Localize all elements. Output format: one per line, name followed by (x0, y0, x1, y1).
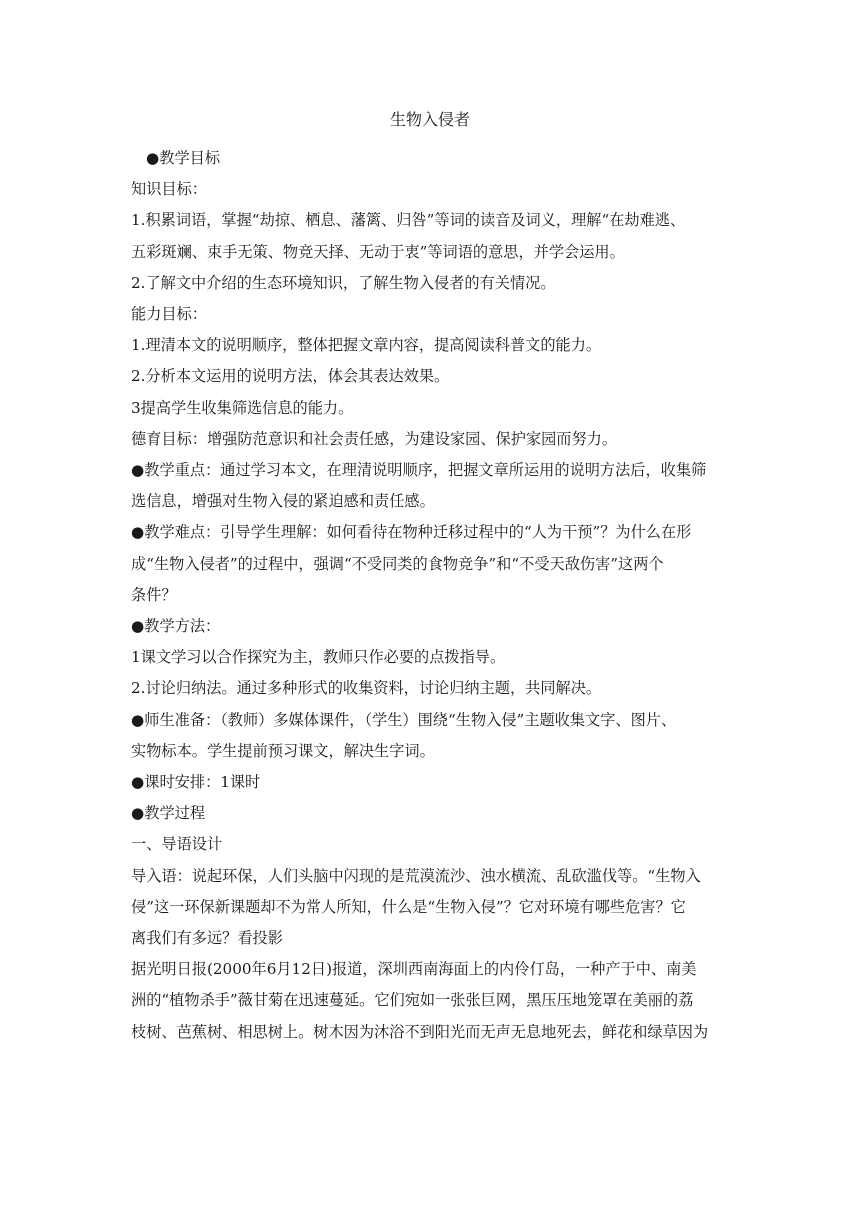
text-line: 离我们有多远？看投影 (131, 929, 283, 948)
text-line: 据光明日报(2000年6月12日)报道，深圳西南海面上的内伶仃岛，一种产于中、南美 (131, 960, 697, 979)
text-line: ●师生准备：（教师）多媒体课件，（学生）围绕“生物入侵”主题收集文字、图片、 (131, 710, 677, 729)
text-line: 洲的“植物杀手”薇甘菊在迅速蔓延。它们宛如一张张巨网，黑压压地笼罩在美丽的荔 (131, 991, 694, 1010)
text-line: 2.了解文中介绍的生态环境知识，了解生物入侵者的有关情况。 (131, 273, 556, 292)
text-line: 1.理清本文的说明顺序，整体把握文章内容，提高阅读科普文的能力。 (131, 336, 602, 355)
text-line: 能力目标： (131, 305, 207, 324)
text-line: 导入语：说起环保，人们头脑中闪现的是荒漠流沙、浊水横流、乱砍滥伐等。“生物入 (131, 866, 701, 885)
section-heading-teaching-goals: ●教学目标 (146, 149, 221, 167)
document-body (131, 143, 731, 1048)
text-line: 侵”这一环保新课题却不为常人所知，什么是“生物入侵”？它对环境有哪些危害？它 (131, 897, 686, 916)
text-line: 1课文学习以合作探究为主，教师只作必要的点拨指导。 (131, 648, 506, 667)
text-line: 3提高学生收集筛选信息的能力。 (131, 398, 354, 417)
text-line: ●教学过程 (131, 804, 206, 823)
text-line: ●课时安排：1课时 (131, 773, 261, 792)
text-line: 成“生物入侵者”的过程中，强调“不受同类的食物竞争”和“不受天敌伤害”这两个 (131, 554, 664, 573)
text-line: 五彩斑斓、束手无策、物竞天择、无动于衷”等词语的意思，并学会运用。 (131, 242, 625, 261)
document-title: 生物入侵者 (389, 110, 470, 129)
text-line: 枝树、芭蕉树、相思树上。树木因为沐浴不到阳光而无声无息地死去，鲜花和绿草因为 (131, 1022, 709, 1041)
text-line: 选信息，增强对生物入侵的紧迫感和责任感。 (131, 492, 435, 511)
text-line: 一、导语设计 (131, 835, 223, 854)
text-line: 1.积累词语，掌握“劫掠、栖息、藩篱、归咎”等词的读音及词义，理解“在劫难逃、 (131, 211, 686, 230)
text-line: 知识目标： (131, 180, 207, 199)
text-line: ●教学重点：通过学习本文，在理清说明顺序，把握文章所运用的说明方法后，收集筛 (131, 461, 707, 480)
text-line: ●教学难点：引导学生理解：如何看待在物种迁移过程中的“人为干预”？为什么在形 (131, 523, 692, 542)
text-line: 2.讨论归纳法。通过多种形式的收集资料，讨论归纳主题，共同解决。 (131, 679, 602, 698)
text-line: 德育目标：增强防范意识和社会责任感，为建设家园、保护家园而努力。 (131, 429, 617, 448)
text-line: 条件？ (131, 585, 177, 604)
text-line: 实物标本。学生提前预习课文，解决生字词。 (131, 741, 435, 760)
text-line: 2.分析本文运用的说明方法，体会其表达效果。 (131, 367, 450, 386)
text-line: ●教学方法： (131, 617, 221, 636)
